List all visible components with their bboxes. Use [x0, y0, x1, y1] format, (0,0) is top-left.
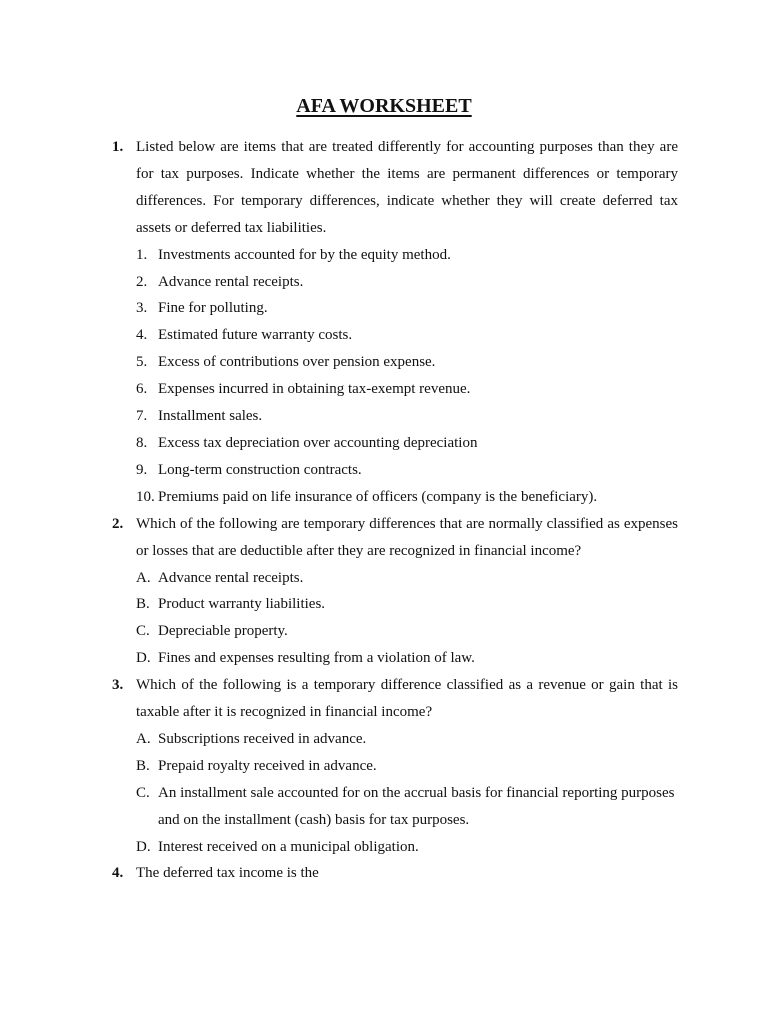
item-label: D. [136, 838, 151, 855]
question-number: 1. [112, 139, 124, 155]
page-title: AFA WORKSHEET [296, 95, 472, 117]
item-label: B. [136, 596, 150, 613]
list-item [136, 780, 678, 834]
list-item [136, 242, 678, 269]
list-item [136, 322, 678, 349]
question-items [136, 565, 678, 673]
item-label: A. [136, 569, 151, 586]
list-item [136, 376, 678, 403]
question-number: 3. [112, 677, 124, 694]
item-label: D. [136, 650, 151, 667]
question-4 [112, 860, 678, 887]
item-text: Expenses incurred in obtaining tax-exempt revenue. [158, 381, 471, 398]
item-text: An installment sale accounted for on the accrual basis for financial reporting purposes and on the installment (cash) basis for tax purposes. [158, 784, 675, 828]
list-item [136, 403, 678, 430]
item-text: Investments accounted for by the equity method. [158, 246, 451, 263]
item-text: Advance rental receipts. [158, 569, 304, 586]
item-label: 2. [136, 273, 148, 290]
item-label: 3. [136, 300, 148, 317]
list-item [136, 834, 678, 861]
item-text: Long-term construction contracts. [158, 461, 362, 478]
item-text: Excess tax depreciation over accounting depreciation [158, 434, 478, 451]
list-item [136, 430, 678, 457]
question-number: 4. [112, 865, 124, 882]
item-text: Installment sales. [158, 408, 263, 425]
item-text: Interest received on a municipal obligation. [158, 838, 419, 855]
question-3 [112, 672, 678, 860]
question-text: The deferred tax income is the [136, 865, 319, 882]
question-items [136, 242, 678, 511]
item-label: 9. [136, 461, 148, 478]
item-text: Premiums paid on life insurance of officers (company is the beneficiary). [158, 488, 598, 505]
item-text: Advance rental receipts. [158, 273, 304, 290]
list-item [136, 618, 678, 645]
list-item [136, 295, 678, 322]
question-text: Which of the following is a temporary difference classified as a revenue or gain that is taxable after it is recognized in financial income? [136, 677, 678, 721]
item-text: Fines and expenses resulting from a violation of law. [158, 650, 475, 667]
item-label: 1. [136, 246, 148, 263]
item-label: C. [136, 623, 150, 640]
item-label: B. [136, 757, 150, 774]
question-1 [112, 134, 678, 511]
item-label: 8. [136, 434, 148, 451]
item-label: 6. [136, 381, 148, 398]
item-text: Depreciable property. [158, 623, 288, 640]
question-number: 2. [112, 515, 124, 532]
question-text: Listed below are items that are treated differently for accounting purposes than they are for tax purposes. Indicate whether the items are permanent differences or temporary differences. For temporary differences, indicate whether they will create deferred tax assets or deferred tax liabilities. [136, 139, 678, 236]
item-text: Estimated future warranty costs. [158, 327, 353, 344]
list-item [136, 484, 678, 511]
item-label: 4. [136, 327, 148, 344]
item-label: 10. [136, 488, 155, 505]
item-label: A. [136, 730, 151, 747]
item-text: Product warranty liabilities. [158, 596, 326, 613]
list-item [136, 726, 678, 753]
item-label: C. [136, 784, 150, 801]
item-text: Fine for polluting. [158, 300, 268, 317]
item-label: 7. [136, 408, 148, 425]
list-item [136, 565, 678, 592]
item-text: Prepaid royalty received in advance. [158, 757, 377, 774]
list-item [136, 349, 678, 376]
item-text: Subscriptions received in advance. [158, 730, 367, 747]
item-label: 5. [136, 354, 148, 371]
list-item [136, 457, 678, 484]
list-item [136, 591, 678, 618]
list-item [136, 753, 678, 780]
question-items [136, 726, 678, 861]
list-item [136, 645, 678, 672]
list-item [136, 269, 678, 296]
question-text: Which of the following are temporary differences that are normally classified as expenses or losses that are deductible after they are recognized in financial income? [136, 515, 678, 559]
item-text: Excess of contributions over pension expense. [158, 354, 436, 371]
question-list [112, 134, 678, 887]
question-2 [112, 511, 678, 672]
